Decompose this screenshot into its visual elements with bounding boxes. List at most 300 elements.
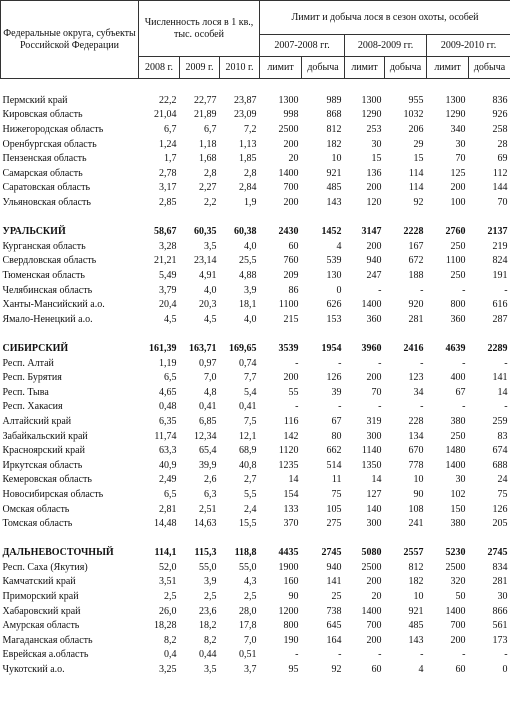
value-cell: 670 [408, 445, 424, 457]
value-cell: - [295, 357, 299, 369]
value-cell: 561 [492, 620, 508, 632]
value-cell: 3,25 [159, 663, 177, 675]
value-cell: 182 [326, 138, 342, 150]
value-cell: 5,5 [244, 488, 257, 500]
value-cell: - [420, 401, 424, 413]
value-cell: 3539 [278, 342, 299, 354]
value-cell: 812 [408, 561, 424, 573]
table-row [1, 444, 510, 459]
value-cell: 63,3 [159, 445, 177, 457]
value-cell: 105 [326, 503, 342, 515]
table-row [1, 137, 510, 152]
value-cell: 2,2 [204, 197, 217, 209]
harvest-header: добыча [302, 57, 345, 79]
season-header: 2009-2010 гг. [427, 35, 510, 57]
value-cell: 90 [288, 591, 299, 603]
value-cell: - [295, 649, 299, 661]
harvest-header: добыча [385, 57, 427, 79]
value-cell: 28 [497, 138, 508, 150]
value-cell: 11,74 [154, 430, 177, 442]
value-cell: 2,4 [244, 503, 257, 515]
value-cell: 485 [408, 620, 424, 632]
value-cell: 92 [413, 197, 424, 209]
value-cell: 200 [450, 182, 466, 194]
value-cell: 4,5 [164, 313, 177, 325]
value-cell: 1120 [278, 445, 299, 457]
value-cell: 4,0 [244, 240, 257, 252]
value-cell: 140 [366, 503, 382, 515]
value-cell: 200 [283, 197, 299, 209]
value-cell: 20,4 [159, 299, 177, 311]
value-cell: 2760 [445, 226, 466, 238]
table-row [1, 517, 510, 532]
value-cell: 921 [408, 605, 424, 617]
value-cell: 100 [450, 197, 466, 209]
spacer-row [1, 531, 510, 546]
value-cell: 2,78 [159, 167, 177, 179]
value-cell: 824 [492, 255, 508, 267]
value-cell: 14,63 [194, 518, 217, 530]
region-name: Приморский край [2, 591, 79, 603]
value-cell: 70 [371, 386, 382, 398]
value-cell: 118,8 [234, 547, 257, 559]
value-cell: 360 [366, 313, 382, 325]
value-cell: 1,19 [159, 357, 177, 369]
value-cell: 67 [455, 386, 466, 398]
region-name: Ямало-Ненецкий а.о. [2, 313, 93, 325]
region-name: Еврейская а.область [2, 649, 89, 661]
table-row [1, 313, 510, 328]
spacer-cell [1, 210, 510, 225]
value-cell: 1,13 [239, 138, 257, 150]
value-cell: 1235 [278, 459, 299, 471]
value-cell: 1954 [321, 342, 342, 354]
region-name: Пермский край [2, 94, 68, 106]
value-cell: 2,5 [164, 591, 177, 603]
value-cell: 0,44 [199, 649, 217, 661]
region-name: Кемеровская область [2, 474, 92, 486]
value-cell: 127 [366, 488, 382, 500]
value-cell: 2,6 [204, 474, 217, 486]
value-cell: 250 [450, 430, 466, 442]
value-cell: 55 [288, 386, 299, 398]
value-cell: 250 [450, 270, 466, 282]
value-cell: 812 [326, 124, 342, 136]
region-name: Магаданская область [2, 634, 93, 646]
region-name: Кировская область [2, 109, 83, 121]
value-cell: 2,5 [244, 591, 257, 603]
value-cell: 3,5 [204, 240, 217, 252]
region-name: Оренбургская область [2, 138, 97, 150]
value-cell: 778 [408, 459, 424, 471]
region-name: УРАЛЬСКИЙ [2, 226, 66, 238]
value-cell: 1400 [445, 605, 466, 617]
region-name: Хабаровский край [2, 605, 81, 617]
value-cell: 5,49 [159, 270, 177, 282]
value-cell: 83 [497, 430, 508, 442]
value-cell: 60,35 [194, 226, 217, 238]
value-cell: 1400 [361, 605, 382, 617]
value-cell: 182 [408, 576, 424, 588]
value-cell: 989 [326, 94, 342, 106]
value-cell: 3,7 [244, 663, 257, 675]
value-cell: - [378, 401, 382, 413]
value-cell: 0,74 [239, 357, 257, 369]
value-cell: 14 [497, 386, 508, 398]
value-cell: 2745 [321, 547, 342, 559]
value-cell: 86 [288, 284, 299, 296]
value-cell: - [504, 357, 508, 369]
value-cell: 2,51 [199, 503, 217, 515]
table-body [1, 94, 510, 677]
value-cell: 215 [283, 313, 299, 325]
value-cell: 205 [492, 518, 508, 530]
value-cell: 40,9 [159, 459, 177, 471]
value-cell: - [462, 401, 466, 413]
value-cell: 485 [326, 182, 342, 194]
value-cell: 200 [366, 240, 382, 252]
value-cell: - [420, 284, 424, 296]
value-cell: 998 [283, 109, 299, 121]
value-cell: 30 [455, 474, 466, 486]
value-cell: 2,85 [159, 197, 177, 209]
region-name: Респ. Хакасия [2, 401, 63, 413]
value-cell: 1290 [361, 109, 382, 121]
value-cell: 24 [497, 474, 508, 486]
value-cell: 241 [408, 518, 424, 530]
value-cell: 1140 [361, 445, 382, 457]
value-cell: 10 [413, 591, 424, 603]
value-cell: 23,87 [234, 94, 257, 106]
value-cell: 1100 [445, 255, 466, 267]
spacer-row [1, 210, 510, 225]
value-cell: 700 [366, 620, 382, 632]
value-cell: 4 [418, 663, 424, 675]
value-cell: - [378, 649, 382, 661]
value-cell: 4,65 [159, 386, 177, 398]
district-row [1, 225, 510, 240]
value-cell: 200 [283, 372, 299, 384]
value-cell: 39,9 [199, 459, 217, 471]
year-header: 2009 г. [180, 57, 220, 79]
value-cell: 3,28 [159, 240, 177, 252]
value-cell: 22,2 [159, 94, 177, 106]
table-row [1, 181, 510, 196]
table-row [1, 415, 510, 430]
value-cell: 645 [326, 620, 342, 632]
value-cell: 143 [408, 634, 424, 646]
value-cell: 1452 [321, 226, 342, 238]
value-cell: 2745 [487, 547, 508, 559]
value-cell: 190 [283, 634, 299, 646]
table-row [1, 283, 510, 298]
value-cell: 15 [413, 153, 424, 165]
table-row [1, 400, 510, 415]
region-name: Красноярский край [2, 445, 85, 457]
value-cell: 2,8 [244, 167, 257, 179]
value-cell: 228 [408, 415, 424, 427]
value-cell: 1,68 [199, 153, 217, 165]
spacer-cell [1, 327, 510, 342]
table-header [1, 1, 510, 94]
region-name: Курганская область [2, 240, 86, 252]
value-cell: 30 [455, 138, 466, 150]
value-cell: 219 [492, 240, 508, 252]
table-row [1, 298, 510, 313]
value-cell: 836 [492, 94, 508, 106]
value-cell: 834 [492, 561, 508, 573]
value-cell: 2500 [278, 124, 299, 136]
value-cell: 275 [326, 518, 342, 530]
value-cell: - [462, 649, 466, 661]
value-cell: 70 [497, 197, 508, 209]
spacer-cell [1, 531, 510, 546]
value-cell: 6,7 [204, 124, 217, 136]
region-name: Респ. Тыва [2, 386, 49, 398]
value-cell: 926 [492, 109, 508, 121]
value-cell: 153 [326, 313, 342, 325]
value-cell: 23,09 [234, 109, 257, 121]
value-cell: 20 [288, 153, 299, 165]
value-cell: - [338, 357, 342, 369]
value-cell: 25 [331, 591, 342, 603]
value-cell: 921 [326, 167, 342, 179]
district-row [1, 342, 510, 357]
value-cell: 281 [408, 313, 424, 325]
value-cell: 136 [366, 167, 382, 179]
value-cell: 6,7 [164, 124, 177, 136]
value-cell: 3,9 [204, 576, 217, 588]
value-cell: 2,8 [204, 167, 217, 179]
table-row [1, 634, 510, 649]
region-name: Самарская область [2, 167, 83, 179]
region-name: Ханты-Мансийский а.о. [2, 299, 105, 311]
value-cell: - [338, 649, 342, 661]
value-cell: 68,9 [239, 445, 257, 457]
value-cell: 143 [326, 197, 342, 209]
value-cell: 1,9 [244, 197, 257, 209]
value-cell: - [378, 284, 382, 296]
value-cell: 20,3 [199, 299, 217, 311]
value-cell: 1300 [361, 94, 382, 106]
value-cell: 30 [371, 138, 382, 150]
region-name: Респ. Саха (Якутия) [2, 561, 88, 573]
value-cell: 6,85 [199, 415, 217, 427]
region-name: Амурская область [2, 620, 80, 632]
value-cell: 340 [450, 124, 466, 136]
value-cell: 8,2 [204, 634, 217, 646]
table-row [1, 123, 510, 138]
value-cell: 60 [455, 663, 466, 675]
value-cell: 2,5 [204, 591, 217, 603]
value-cell: - [504, 401, 508, 413]
value-cell: 25,5 [239, 255, 257, 267]
value-cell: 2137 [487, 226, 508, 238]
district-row [1, 546, 510, 561]
value-cell: 55,0 [199, 561, 217, 573]
value-cell: 4,91 [199, 270, 217, 282]
value-cell: 4435 [278, 547, 299, 559]
value-cell: - [504, 284, 508, 296]
region-name: Респ. Бурятия [2, 372, 62, 384]
value-cell: 7,2 [244, 124, 257, 136]
region-name: Омская область [2, 503, 70, 515]
value-cell: 1,7 [164, 153, 177, 165]
value-cell: 95 [288, 663, 299, 675]
value-cell: 55,0 [239, 561, 257, 573]
value-cell: 400 [450, 372, 466, 384]
value-cell: 70 [455, 153, 466, 165]
value-cell: 866 [492, 605, 508, 617]
value-cell: - [504, 649, 508, 661]
value-cell: 3,17 [159, 182, 177, 194]
value-cell: 1480 [445, 445, 466, 457]
value-cell: 80 [331, 430, 342, 442]
value-cell: 3,5 [204, 663, 217, 675]
value-cell: 1400 [445, 459, 466, 471]
value-cell: - [420, 649, 424, 661]
value-cell: 940 [326, 561, 342, 573]
value-cell: 0,51 [239, 649, 257, 661]
value-cell: 300 [366, 518, 382, 530]
value-cell: 141 [492, 372, 508, 384]
value-cell: 258 [492, 124, 508, 136]
value-cell: 4,8 [204, 386, 217, 398]
table-row [1, 254, 510, 269]
value-cell: 60 [288, 240, 299, 252]
value-cell: 39 [331, 386, 342, 398]
value-cell: 21,21 [154, 255, 177, 267]
limit-header: лимит [260, 57, 302, 79]
value-cell: 1400 [278, 167, 299, 179]
value-cell: 2430 [278, 226, 299, 238]
value-cell: 112 [492, 167, 508, 179]
value-cell: 0 [336, 284, 342, 296]
value-cell: 247 [366, 270, 382, 282]
value-cell: 6,5 [164, 372, 177, 384]
value-cell: 200 [366, 372, 382, 384]
value-cell: 133 [283, 503, 299, 515]
value-cell: 154 [283, 488, 299, 500]
value-cell: 18,1 [239, 299, 257, 311]
region-name: Пензенская область [2, 153, 87, 165]
value-cell: 206 [408, 124, 424, 136]
region-name: Тюменская область [2, 270, 85, 282]
table-row [1, 575, 510, 590]
value-cell: 200 [366, 182, 382, 194]
value-cell: 130 [326, 270, 342, 282]
table-row [1, 502, 510, 517]
value-cell: 920 [408, 299, 424, 311]
value-cell: 259 [492, 415, 508, 427]
value-cell: 65,4 [199, 445, 217, 457]
value-cell: 29 [413, 138, 424, 150]
value-cell: 4 [336, 240, 342, 252]
value-cell: - [338, 401, 342, 413]
table-row [1, 269, 510, 284]
value-cell: 1,24 [159, 138, 177, 150]
value-cell: 58,67 [154, 226, 177, 238]
season-header: 2008-2009 гг. [345, 35, 427, 57]
value-cell: 69 [497, 153, 508, 165]
table-row [1, 604, 510, 619]
value-cell: 3,9 [244, 284, 257, 296]
table-row [1, 473, 510, 488]
value-cell: 2289 [487, 342, 508, 354]
table-row [1, 590, 510, 605]
region-name: Камчатский край [2, 576, 76, 588]
value-cell: 169,65 [229, 342, 257, 354]
value-cell: 144 [492, 182, 508, 194]
value-cell: 40,8 [239, 459, 257, 471]
value-cell: 150 [450, 503, 466, 515]
value-cell: 15,5 [239, 518, 257, 530]
value-cell: 160 [283, 576, 299, 588]
value-cell: 539 [326, 255, 342, 267]
table-row [1, 371, 510, 386]
value-cell: 1200 [278, 605, 299, 617]
value-cell: 300 [366, 430, 382, 442]
value-cell: 163,71 [189, 342, 217, 354]
region-name: Ульяновская область [2, 197, 91, 209]
value-cell: 2416 [403, 342, 424, 354]
value-cell: 4,0 [244, 313, 257, 325]
value-cell: 3,51 [159, 576, 177, 588]
value-cell: 7,0 [204, 372, 217, 384]
value-cell: 10 [413, 474, 424, 486]
value-cell: 2,84 [239, 182, 257, 194]
value-cell: 5,4 [244, 386, 257, 398]
population-column-header: Численность лося в 1 кв., тыс. особей [139, 1, 260, 57]
region-name: Респ. Алтай [2, 357, 54, 369]
value-cell: 688 [492, 459, 508, 471]
value-cell: 0,41 [239, 401, 257, 413]
value-cell: 250 [450, 240, 466, 252]
value-cell: 21,04 [154, 109, 177, 121]
table-row [1, 240, 510, 255]
value-cell: 114,1 [154, 547, 177, 559]
value-cell: 370 [283, 518, 299, 530]
value-cell: 167 [408, 240, 424, 252]
value-cell: 12,34 [194, 430, 217, 442]
region-name: Свердловская область [2, 255, 97, 267]
value-cell: - [420, 357, 424, 369]
region-name: СИБИРСКИЙ [2, 342, 69, 354]
region-name: ДАЛЬНЕВОСТОЧНЫЙ [2, 547, 114, 559]
value-cell: - [462, 357, 466, 369]
value-cell: 12,1 [239, 430, 257, 442]
year-header: 2008 г. [139, 57, 180, 79]
value-cell: 164 [326, 634, 342, 646]
value-cell: 52,0 [159, 561, 177, 573]
value-cell: 4,5 [204, 313, 217, 325]
value-cell: 114 [408, 182, 424, 194]
value-cell: - [462, 284, 466, 296]
value-cell: 14 [371, 474, 382, 486]
value-cell: 67 [331, 415, 342, 427]
value-cell: 20 [371, 591, 382, 603]
value-cell: 800 [283, 620, 299, 632]
value-cell: 108 [408, 503, 424, 515]
region-name: Новосибирская область [2, 488, 104, 500]
region-name: Саратовская область [2, 182, 91, 194]
table-row [1, 152, 510, 167]
value-cell: 4,0 [204, 284, 217, 296]
table-row [1, 488, 510, 503]
value-cell: 123 [408, 372, 424, 384]
value-cell: 125 [450, 167, 466, 179]
value-cell: 514 [326, 459, 342, 471]
